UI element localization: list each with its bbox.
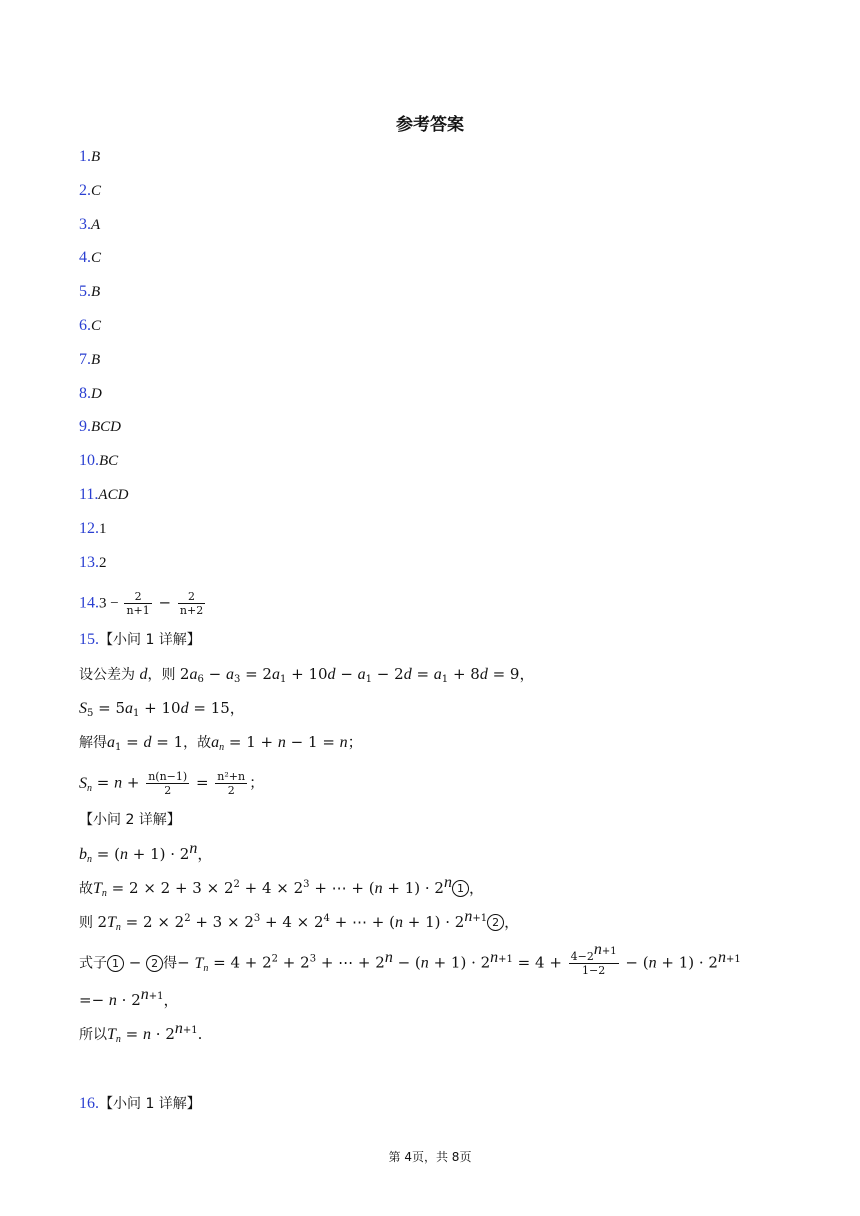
answer-item <box>79 146 100 167</box>
answer-item <box>79 552 107 573</box>
answer-item <box>79 281 100 302</box>
page-title: 参考答案 <box>396 115 464 135</box>
answer-value: A <box>91 216 101 233</box>
fraction: $\frac{2}{n+1}$ <box>126 590 150 617</box>
circled-two: 2 <box>487 914 504 931</box>
answer-item <box>79 315 101 336</box>
q15-line-11: 所以$T_n = n \cdot 2^{n+1}$. <box>79 1020 203 1045</box>
answer-item <box>79 518 107 539</box>
question-number: 9. <box>79 418 91 436</box>
q15-line-2: $S_5 = 5a_1 + 10d = 15$， <box>79 699 245 719</box>
answer-value: C <box>91 318 102 334</box>
answer-value: C <box>91 250 102 267</box>
q15-line-1: 设公差为 d，则 $2a_6 - a_3 = 2a_1 + 10d - a_1 - 2d = a_1 + 8d = 9$， <box>79 665 535 685</box>
circled-one: 1 <box>452 880 469 897</box>
question-number: 11. <box>79 486 99 503</box>
fraction: $\frac{\text{n²+n}}{2}$ <box>217 770 246 797</box>
q15-line-4: $S_n = n$ + $\frac{n(n-1)}{2}$ = $\frac{\text{n²+n}}{2}$ ； <box>79 770 265 797</box>
question-number: 4. <box>79 249 91 267</box>
question-number: 10. <box>79 452 99 470</box>
fraction: $\frac{2}{n+2}$ <box>179 590 204 617</box>
answer-item <box>79 214 100 235</box>
answer-value: 2 <box>99 554 107 571</box>
fraction: $\frac{n(n-1)}{2}$ <box>148 770 188 797</box>
page-footer: 第 4页，共 8页 <box>388 1150 472 1164</box>
q15-part2-header: 【小问 2 详解】 <box>79 812 181 828</box>
answer-item <box>79 383 102 404</box>
answer-item <box>79 450 118 471</box>
question-number: 1. <box>79 148 91 165</box>
q15-line-10: =− $n \cdot 2^{n+1}$， <box>79 986 179 1009</box>
answer-item <box>79 484 128 505</box>
answer-value: B <box>91 149 101 165</box>
q15-part1-header: 15.【小问 1 详解】 <box>79 631 201 648</box>
q15-line-7: 故$T_n = 2 \times 2 + 3 \times 2^2 + 4 \times 2^3$ + ⋯ + $(n + 1) \cdot 2^n$ 1 ， <box>79 874 484 899</box>
answer-value: ACD <box>98 487 129 503</box>
answer-item <box>79 416 121 437</box>
answer-value: C <box>91 182 102 199</box>
q15-line-8: 则 $2T_n = 2 \times 2^2 + 3 \times 2^3 + 4 \times 2^4$ + ⋯ + $(n + 1) \cdot 2^{n+1}$ 2 ， <box>79 908 520 933</box>
q15-line-6: $b_n = (n + 1) \cdot 2^n$， <box>79 840 213 865</box>
question-number: 3. <box>79 215 91 233</box>
answer-item <box>79 349 100 370</box>
answer-item <box>79 180 101 201</box>
answer-value: B <box>91 351 101 368</box>
fraction: $\frac{4-2^{n+1}}{1-2}$ <box>570 941 617 977</box>
question-number: 12. <box>79 519 99 537</box>
q15-line-9: 式子 1 − 2 得− $T_n = 4 + 2^2 + 2^3$ + ⋯ + $2^n - (n + 1) \cdot 2^{n+1} = 4$ + $\frac{4-2^{n+1}}{1-2}$ − $(n + 1) \cdot 2^{n+1}$ <box>79 941 741 977</box>
question-number: 8. <box>79 384 91 402</box>
q16-part1-header: 16.【小问 1 详解】 <box>79 1095 201 1112</box>
question-number: 13. <box>79 553 99 571</box>
question-number: 2. <box>79 181 91 199</box>
question-number: 5. <box>79 283 91 301</box>
answer-value: BCD <box>91 419 121 436</box>
question-number: 6. <box>79 317 91 334</box>
answer-value: BC <box>99 453 119 470</box>
answer-14: 14.3 − $\frac{2}{n+1}$ − $\frac{2}{n+2}$ <box>79 590 204 617</box>
answer-value: 1 <box>99 520 107 537</box>
q15-line-3: 解得$a_1 = d = 1$，故$a_n = 1 + n - 1 = n$； <box>79 733 363 753</box>
answer-item <box>79 247 101 268</box>
answer-value: B <box>91 284 101 301</box>
question-number: 7. <box>79 350 91 368</box>
question-number: 14. <box>79 594 99 612</box>
answer-value: D <box>91 385 102 402</box>
